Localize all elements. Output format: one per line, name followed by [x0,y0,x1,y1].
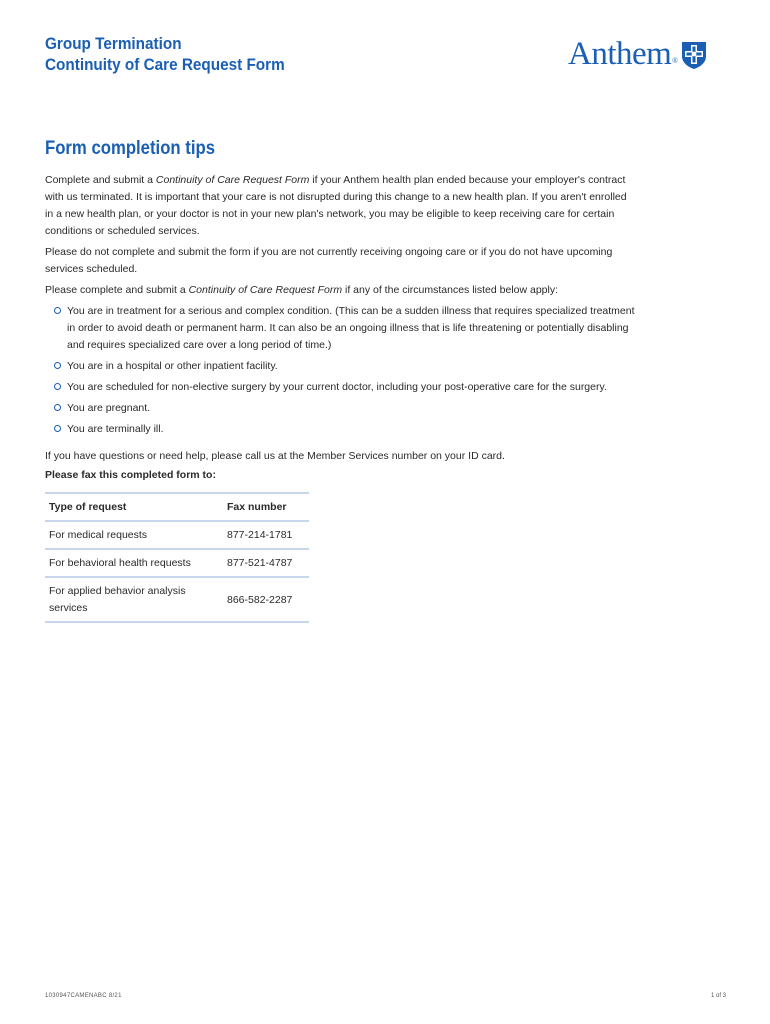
intro-paragraph: Complete and submit a Continuity of Care Request Form if your Anthem health plan ended because your employer's contract with us terminated. It is important that your care is not disrupted during this change to a new health plan. If you aren't enrolled in a new health plan, or your doctor is not in your new plan's network, you may be eligible to keep receiving care for certain conditions or scheduled services. [45,174,627,237]
bullet-circle-icon [54,404,61,411]
title-line-2: Continuity of Care Request Form [45,55,285,74]
request-type-cell: For medical requests [45,521,223,549]
form-name-emphasis: Continuity of Care Request Form [188,284,343,296]
fax-number-cell: 877-521-4787 [223,549,309,577]
fax-heading: Please fax this completed form to: [45,469,216,481]
request-type-cell: For applied behavior analysis services [45,577,223,622]
document-title [45,33,285,75]
form-name-emphasis: Continuity of Care Request Form [155,174,310,186]
fax-table [45,492,309,623]
circumstances-intro: Please complete and submit a Continuity of Care Request Form if any of the circumstances listed below apply: [45,284,559,296]
column-header-type: Type of request [45,493,223,521]
page-number: 1 of 3 [710,993,726,999]
column-header-fax: Fax number [223,493,309,521]
table-row [45,549,309,577]
list-item: You are terminally ill. [67,421,635,438]
help-text: If you have questions or need help, please call us at the Member Services number on your ID card. [45,450,505,462]
table-header-row [45,493,309,521]
bullet-circle-icon [54,307,61,314]
list-item: You are pregnant. [67,400,635,417]
logo-wordmark: Anthem [568,36,672,72]
title-line-1: Group Termination [45,34,182,53]
bullet-circle-icon [54,362,61,369]
form-code: 1030947CAMENABC 8/21 [45,993,122,999]
request-type-cell: For behavioral health requests [45,549,223,577]
do-not-submit-paragraph: Please do not complete and submit the form if you are not currently receiving ongoing care or if you do not have upcoming services scheduled. [45,246,613,275]
fax-number-cell: 877-214-1781 [223,521,309,549]
list-item: You are scheduled for non-elective surgery by your current doctor, including your post-operative care for the surgery. [67,379,635,396]
blue-cross-blue-shield-icon [680,40,708,70]
circumstances-list [45,303,635,438]
bullet-circle-icon [54,425,61,432]
list-item: You are in treatment for a serious and complex condition. (This can be a sudden illness that requires specialized treatment in order to avoid death or permanent harm. It can also be an ongoing illness that is life threatening or potentially disabling and requires specialized care over a long period of time.) [67,303,635,354]
anthem-logo [568,38,708,71]
table-row [45,577,309,622]
table-row [45,521,309,549]
logo-trademark: ® [672,58,678,65]
fax-number-cell: 866-582-2287 [223,577,309,622]
bullet-circle-icon [54,383,61,390]
section-heading: Form completion tips [45,138,216,159]
tips-content [45,172,635,623]
list-item: You are in a hospital or other inpatient facility. [67,358,635,375]
